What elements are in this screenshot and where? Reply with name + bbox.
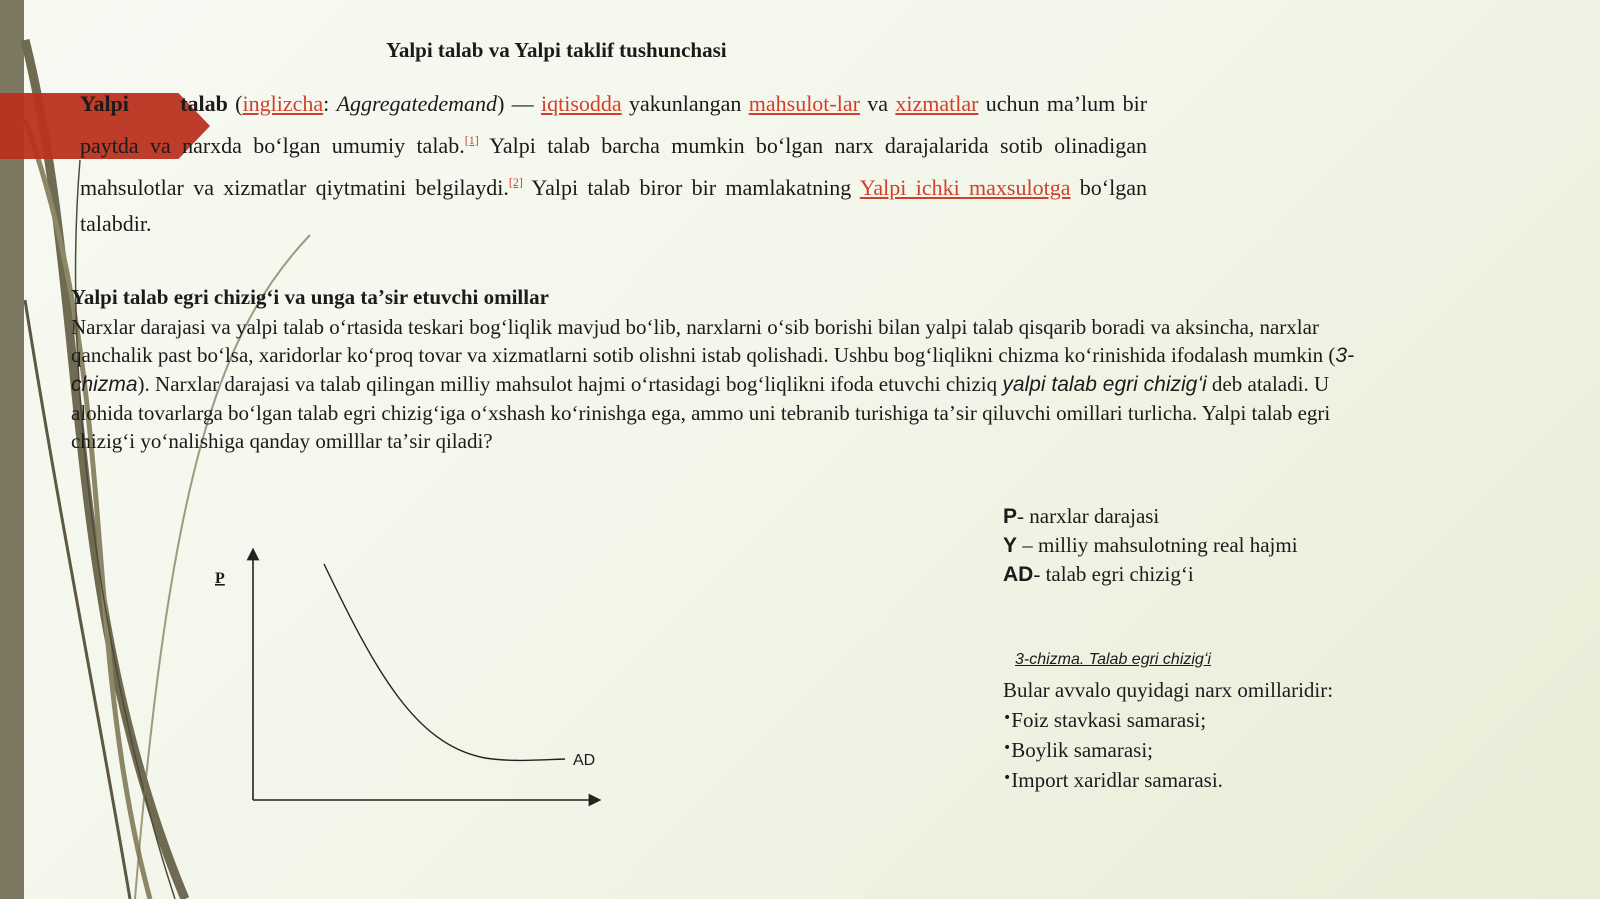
legend-item: Y – milliy mahsulotning real hajmi xyxy=(1003,533,1298,557)
bullet-icon: • xyxy=(1003,770,1012,786)
legend-item: AD- talab egri chizigʻi xyxy=(1003,562,1194,586)
intro-paragraph xyxy=(80,86,1147,242)
intro-text-completed: yakunlangan xyxy=(621,91,749,116)
figure-reference: 3-chizma xyxy=(71,344,1355,396)
link-iqtisodda[interactable]: iqtisodda xyxy=(541,91,622,116)
link-inglizcha[interactable]: inglizcha xyxy=(242,91,324,116)
reference-1-link[interactable]: [1] xyxy=(464,133,479,147)
link-xizmatlar[interactable]: xizmatlar xyxy=(895,91,979,116)
bullet-icon: • xyxy=(1003,740,1012,756)
aggregate-demand-chart xyxy=(200,540,620,820)
intro-text-2: Yalpi talab barcha mumkin bo‘lgan narx darajalarida sotib olinadigan mahsulotlar va xizmatlar qiytmatini belgilaydi. xyxy=(80,133,1147,200)
term-word-b: talab xyxy=(180,91,228,116)
factors-intro: Bular avvalo quyidagi narx omillaridir: xyxy=(1003,678,1334,702)
intro-dash: ) — xyxy=(497,91,542,116)
list-item: •Import xaridlar samarasi. xyxy=(1003,768,1223,792)
english-term: Aggregatedemand xyxy=(336,91,498,116)
y-axis-label: P xyxy=(215,570,225,587)
intro-open-paren: ( xyxy=(227,91,243,116)
intro-text-1: uchun ma’lum bir paytda va narxda bo‘lgan umumiy talab. xyxy=(80,91,1148,158)
link-yalpi-ichki-maxsulot[interactable]: Yalpi ichki maxsulotga xyxy=(859,175,1071,200)
factors-list xyxy=(1003,676,1333,794)
figure-caption: 3-chizma. Talab egri chizigʻi xyxy=(1015,651,1211,668)
term-word-a: Yalpi xyxy=(80,91,129,116)
intro-text-4: bo‘lgan talabdir. xyxy=(80,175,1148,236)
key-term: yalpi talab egri chizigʻi xyxy=(1002,373,1207,396)
section-heading: Yalpi talab egri chizigʻi va unga taʼsir etuvchi omillar xyxy=(71,285,549,309)
slide-title-text: Yalpi talab va Yalpi taklif tushunchasi xyxy=(386,38,727,62)
ad-curve xyxy=(324,564,565,760)
list-item: •Boylik samarasi; xyxy=(1003,738,1153,762)
list-item: •Foiz stavkasi samarasi; xyxy=(1003,708,1207,732)
section-paragraph xyxy=(71,313,1371,455)
legend-item: P- narxlar darajasi xyxy=(1003,504,1160,528)
section-text-2: ). Narxlar darajasi va talab qilingan milliy mahsulot hajmi oʻrtasidagi bogʻliqlikni ifoda etuvchi chiziq xyxy=(137,372,1003,396)
intro-text-and: va xyxy=(859,91,896,116)
section-text-1: Narxlar darajasi va yalpi talab oʻrtasida teskari bogʻliqlik mavjud boʻlib, narxlarni oʻsib borishi bilan yalpi talab qisqarib boradi va aksincha, narxlar qanchalik past boʻlsa, xaridorlar koʻproq tovar va xizmatlarni sotib olishni istab qolishadi. Ushbu bogʻliqlikni chizma koʻrinishida ifodalash mumkin ( xyxy=(71,315,1336,367)
section-text-3: deb ataladi. U alohida tovarlarga boʻlgan talab egri chizigʻiga oʻxshash koʻrinishga ega, ammo uni tebranib turishiga taʼsir qiluvchi omillari turlicha. Yalpi talab egri chizigʻi yoʻnalishiga qanday omilllar taʼsir qiladi? xyxy=(71,372,1331,453)
ad-curve-label: AD xyxy=(573,752,596,769)
slide-title xyxy=(386,38,727,63)
reference-2-link[interactable]: [2] xyxy=(508,175,523,189)
link-mahsulotlar[interactable]: mahsulot-lar xyxy=(748,91,860,116)
chart-legend xyxy=(1003,502,1298,589)
intro-text-3: Yalpi talab biror bir mamlakatning xyxy=(522,175,860,200)
intro-colon: : xyxy=(323,91,337,116)
bullet-icon: • xyxy=(1003,710,1012,726)
